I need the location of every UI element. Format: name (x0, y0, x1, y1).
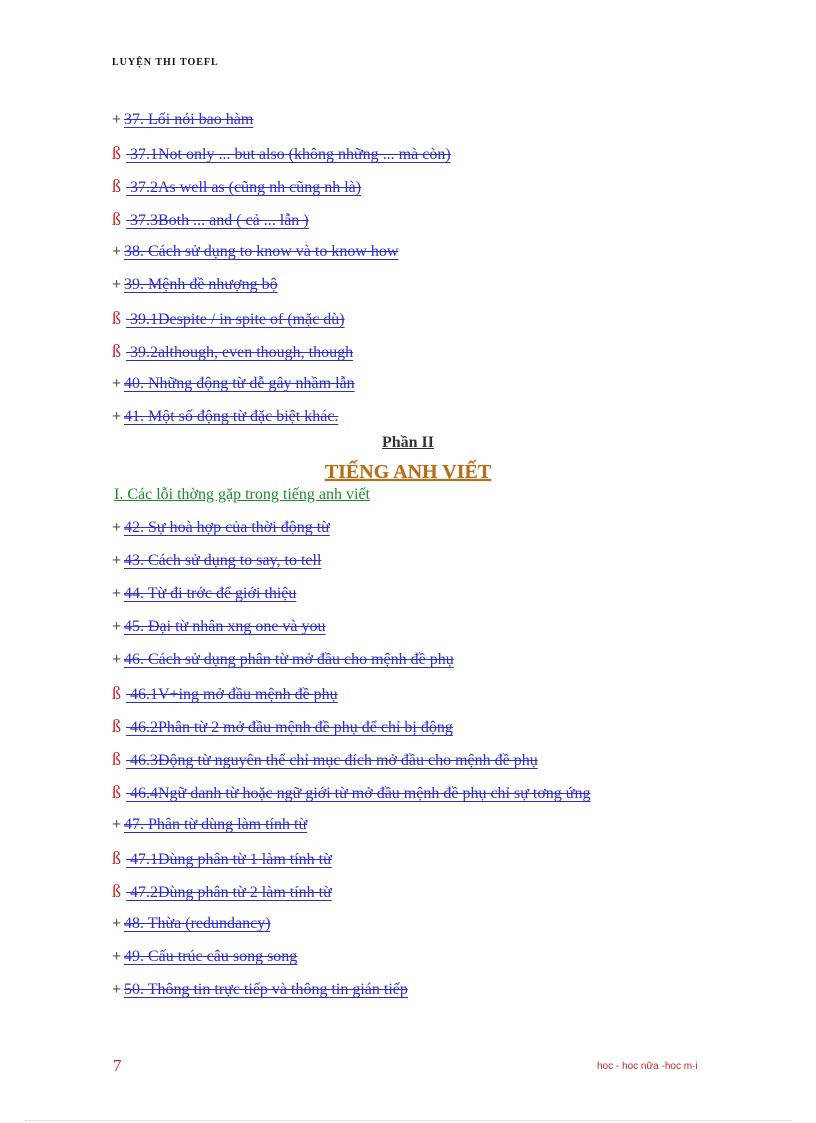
beta-bullet-icon: ß (112, 143, 121, 163)
toc-entry[interactable] (112, 617, 326, 637)
page-bottom-rule (25, 1120, 791, 1121)
toc-entry[interactable] (112, 650, 454, 670)
toc-entry[interactable] (112, 176, 361, 198)
toc-entry-text: 40. Những động từ dễ gây nhầm lẫn (124, 375, 355, 392)
toc-entry[interactable] (112, 407, 338, 427)
toc-entry-text: 37. Lối nói bao hàm (124, 111, 254, 128)
plus-bullet-icon: + (112, 375, 122, 392)
footer-motto: hoc - hoc nữa -hoc m·i (597, 1061, 698, 1072)
toc-entry-text: 46.2Phân từ 2 mở đầu mệnh đề phụ để chỉ bị động (126, 719, 453, 736)
toc-entry[interactable] (112, 242, 398, 262)
toc-entry-text: 46. Cách sử dụng phân từ mở đầu cho mệnh đề phụ (124, 651, 454, 668)
plus-bullet-icon: + (112, 948, 122, 965)
plus-bullet-icon: + (112, 651, 122, 668)
toc-entry-text: 39.1Despite / in spite of (mặc dù) (126, 311, 345, 328)
section-heading-link[interactable]: I. Các lỗi thờng gặp trong tiếng anh viết (114, 486, 370, 503)
beta-bullet-icon: ß (112, 848, 121, 868)
plus-bullet-icon: + (112, 915, 122, 932)
toc-entry[interactable] (112, 341, 353, 363)
toc-entry-text: 46.1V+ing mở đầu mệnh đề phụ (126, 686, 338, 703)
toc-entry-text: 48. Thừa (redundancy) (124, 915, 271, 932)
toc-entry-text: 46.4Ngữ danh từ hoặc ngữ giới từ mở đầu mệnh đề phụ chỉ sự tơng ứng (126, 785, 591, 802)
part-label: Phần II (381, 434, 435, 451)
toc-entry-text: 44. Từ đi trớc để giới thiệu (124, 585, 297, 602)
toc-entry-text: 43. Cách sử dụng to say, to tell (124, 552, 322, 569)
toc-entry[interactable] (112, 551, 321, 571)
toc-entry[interactable] (112, 947, 297, 967)
toc-entry-text: 39.2although, even though, though (126, 344, 354, 361)
toc-entry-text: 37.2As well as (cũng nh cũng nh là) (126, 179, 362, 196)
beta-bullet-icon: ß (112, 749, 121, 769)
plus-bullet-icon: + (112, 618, 122, 635)
toc-entry[interactable] (112, 683, 338, 705)
part-title: TIẾNG ANH VIẾT (324, 461, 492, 483)
toc-entry[interactable] (112, 110, 253, 130)
toc-entry[interactable] (112, 308, 345, 330)
toc-entry-text: 39. Mệnh đề nhượng bộ (124, 276, 278, 293)
toc-entry[interactable] (112, 749, 538, 771)
toc-entry[interactable] (112, 209, 309, 231)
beta-bullet-icon: ß (112, 782, 121, 802)
plus-bullet-icon: + (112, 519, 122, 536)
beta-bullet-icon: ß (112, 209, 121, 229)
toc-entry[interactable] (112, 518, 330, 538)
toc-entry-text: 49. Cấu trúc câu song song (124, 948, 298, 965)
toc-entry[interactable] (112, 815, 307, 835)
toc-entry[interactable] (112, 275, 278, 295)
plus-bullet-icon: + (112, 585, 122, 602)
toc-entry-text: 46.3Động từ nguyên thể chỉ mục đích mở đầu cho mệnh đề phụ (126, 752, 538, 769)
beta-bullet-icon: ß (112, 176, 121, 196)
running-header: LUYỆN THI TOEFL (112, 57, 219, 68)
page-number: 7 (113, 1056, 122, 1075)
toc-entry[interactable] (112, 914, 271, 934)
plus-bullet-icon: + (112, 816, 122, 833)
beta-bullet-icon: ß (112, 683, 121, 703)
toc-entry-text: 41. Một số động từ đặc biệt khác. (124, 408, 339, 425)
toc-entry[interactable] (112, 716, 453, 738)
toc-entry-text: 45. Đại từ nhân xng one và you (124, 618, 326, 635)
beta-bullet-icon: ß (112, 716, 121, 736)
toc-entry-text: 37.3Both ... and ( cả ... lẫn ) (126, 212, 309, 229)
toc-entry-text: 42. Sự hoà hợp của thời động từ (124, 519, 330, 536)
toc-entry[interactable] (112, 881, 332, 903)
toc-entry[interactable] (112, 980, 408, 1000)
toc-entry[interactable] (112, 143, 451, 165)
plus-bullet-icon: + (112, 408, 122, 425)
beta-bullet-icon: ß (112, 341, 121, 361)
toc-entry-text: 37.1Not only ... but also (không những ... mà còn) (126, 146, 451, 163)
toc-entry[interactable] (112, 848, 332, 870)
beta-bullet-icon: ß (112, 881, 121, 901)
beta-bullet-icon: ß (112, 308, 121, 328)
toc-entry-text: 38. Cách sử dụng to know và to know how (124, 243, 399, 260)
toc-entry-text: 50. Thông tin trực tiếp và thông tin gián tiếp (124, 981, 408, 998)
plus-bullet-icon: + (112, 981, 122, 998)
toc-entry-text: 47.1Dùng phân từ 1 làm tính từ (126, 851, 332, 868)
toc-entry-text: 47. Phân từ dùng làm tính từ (124, 816, 308, 833)
toc-entry[interactable] (112, 584, 296, 604)
plus-bullet-icon: + (112, 552, 122, 569)
plus-bullet-icon: + (112, 276, 122, 293)
toc-entry[interactable] (112, 374, 355, 394)
toc-entry[interactable] (112, 782, 590, 804)
toc-entry-text: 47.2Dùng phân từ 2 làm tính từ (126, 884, 332, 901)
plus-bullet-icon: + (112, 243, 122, 260)
plus-bullet-icon: + (112, 111, 122, 128)
